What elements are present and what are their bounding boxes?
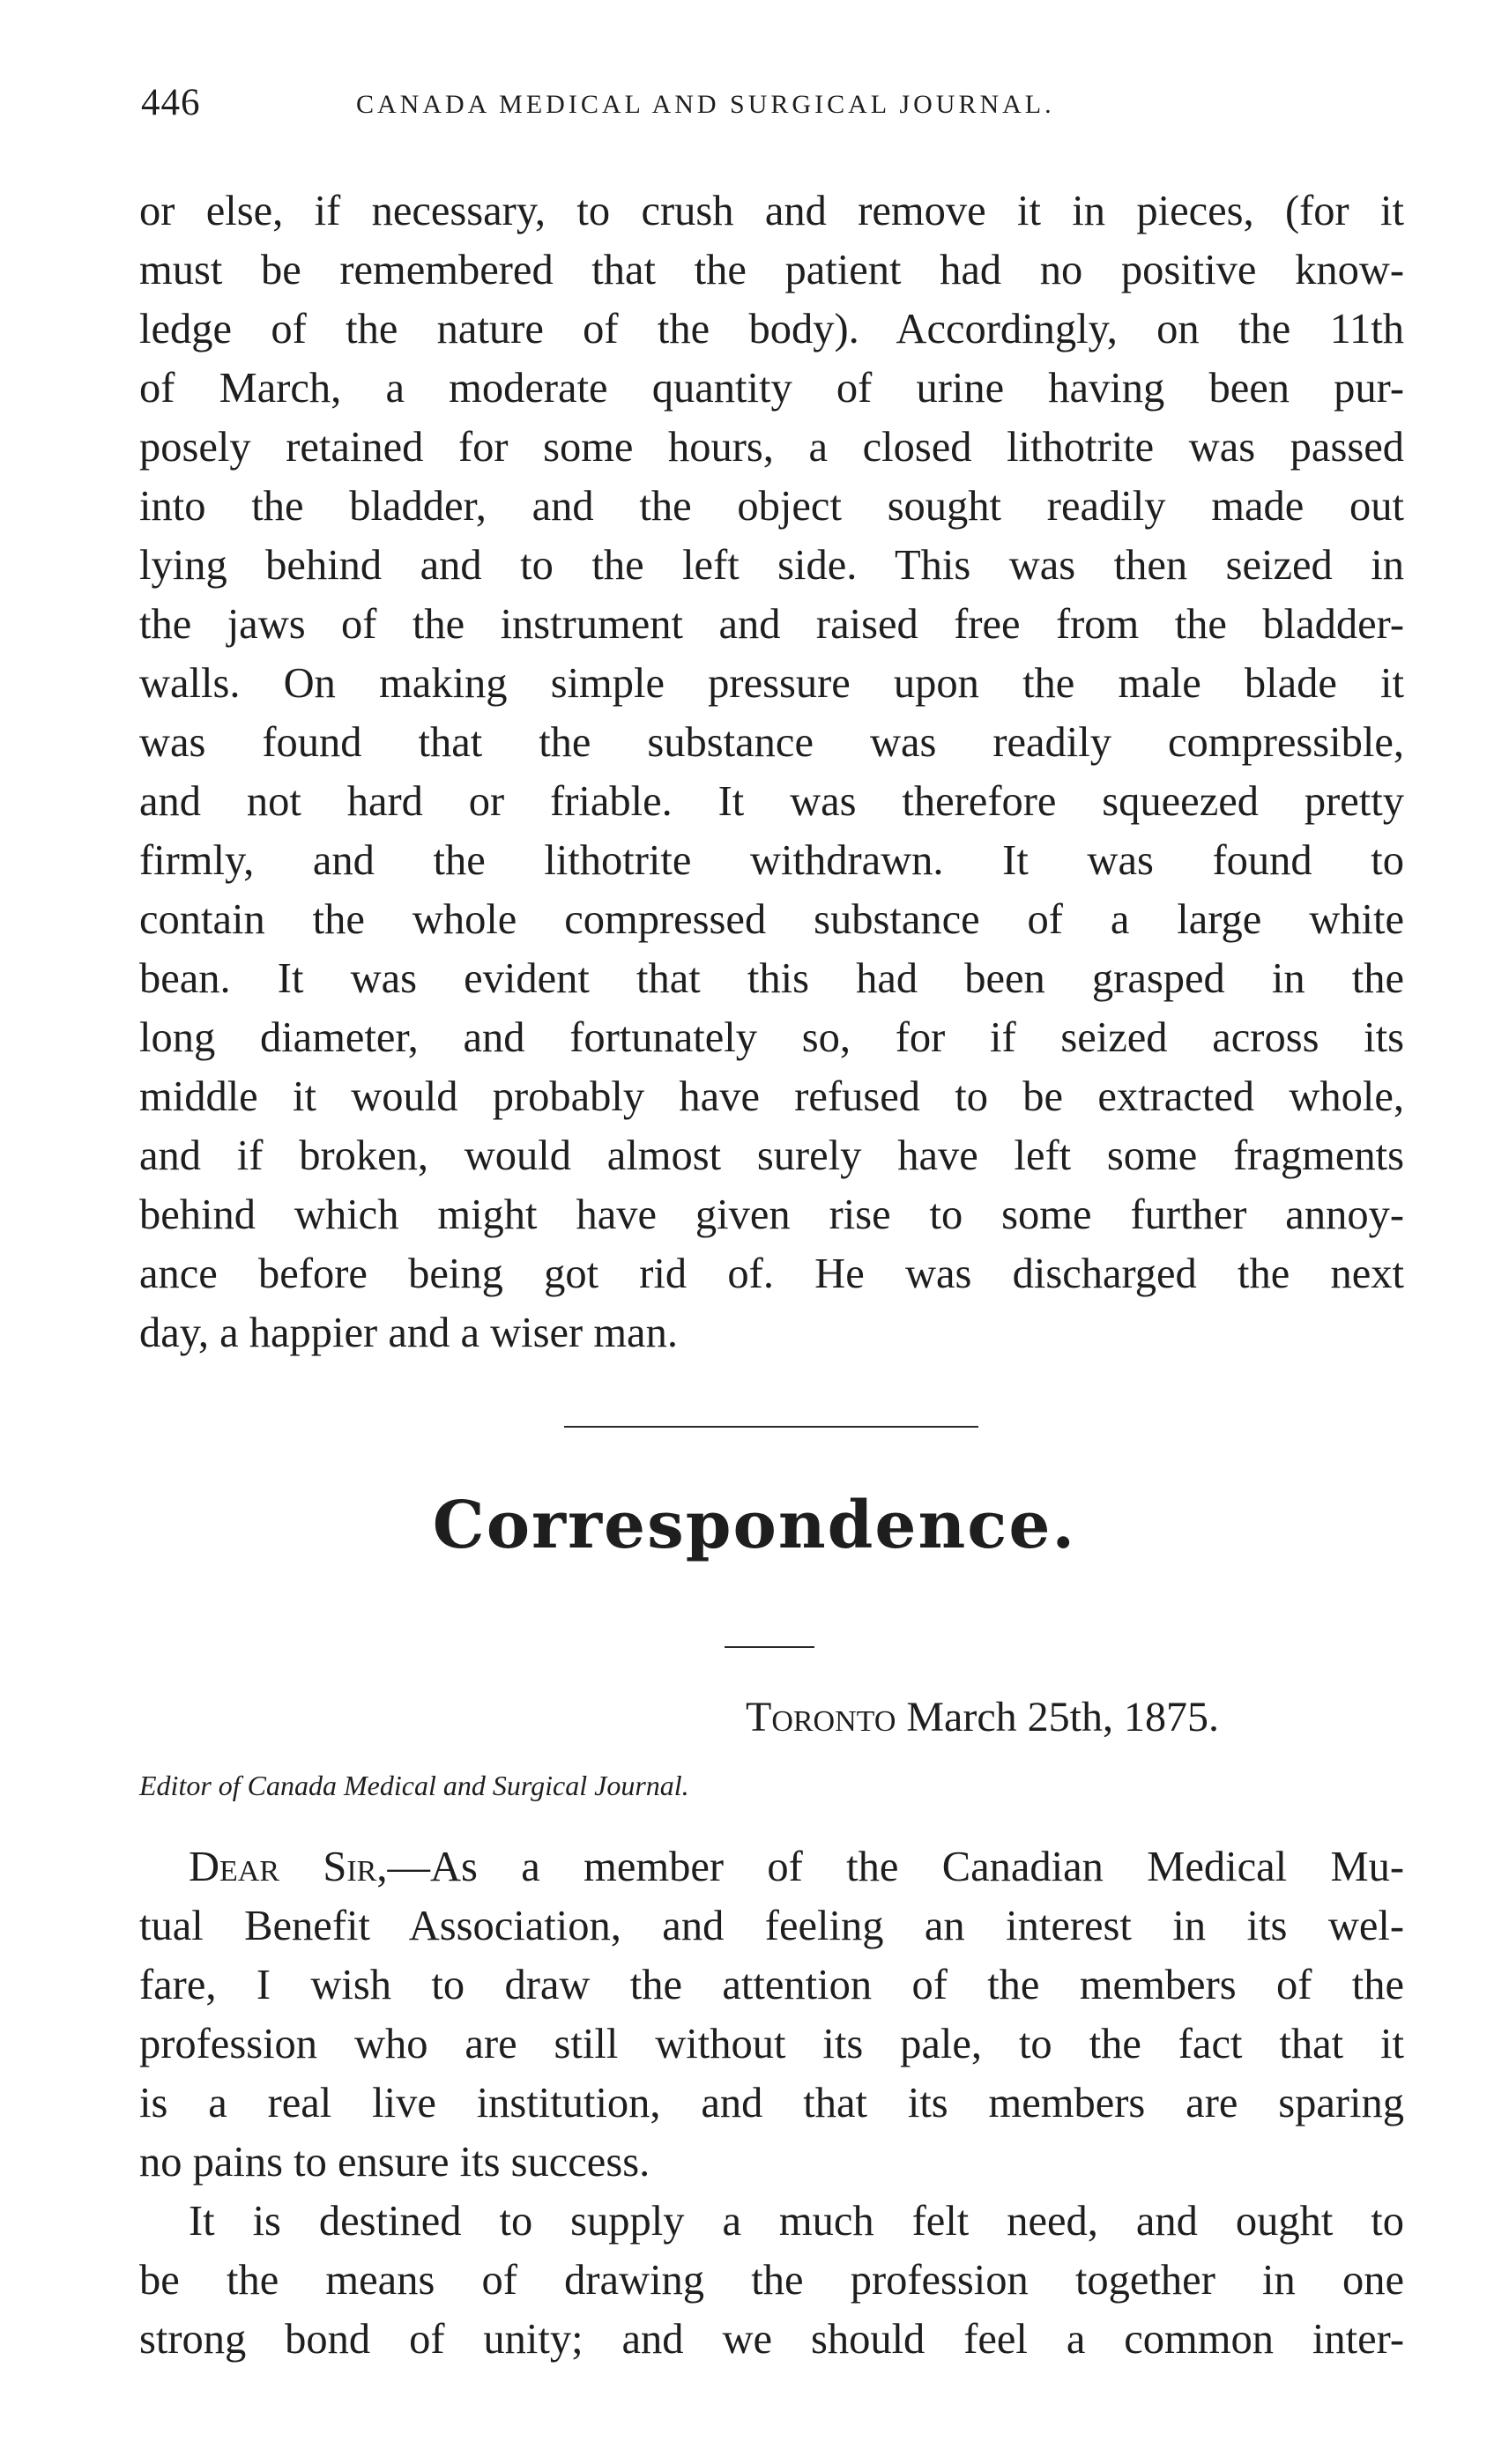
text-line: was found that the substance was readily compressible,	[139, 719, 1404, 766]
text-line: be the means of drawing the profession together in one	[139, 2257, 1404, 2304]
letter-paragraph-1	[139, 1837, 1404, 2192]
letter-salutation: Dear Sir,	[189, 1844, 388, 1890]
text-line: walls. On making simple pressure upon the male blade it	[139, 660, 1404, 707]
text-line: middle it would probably have refused to be extracted whole,	[139, 1073, 1404, 1120]
text-line: ledge of the nature of the body). Accordingly, on the 11th	[139, 306, 1404, 353]
text-line: and not hard or friable. It was therefore squeezed pretty	[139, 778, 1404, 825]
text-line: must be remembered that the patient had no positive know-	[139, 247, 1404, 293]
letter-paragraph-2	[139, 2192, 1404, 2369]
dateline-date: March 25th, 1875.	[896, 1694, 1219, 1740]
text-line	[139, 1837, 1404, 1896]
text-line: long diameter, and fortunately so, for if seized across its	[139, 1014, 1404, 1061]
text-line: no pains to ensure its success.	[139, 2139, 650, 2186]
text-line: lying behind and to the left side. This was then seized in	[139, 542, 1404, 589]
section-heading: Correspondence.	[432, 1488, 1077, 1563]
letter-addressee: Editor of Canada Medical and Surgical Journal.	[139, 1770, 689, 1801]
text-line: firmly, and the lithotrite withdrawn. It was found to	[139, 837, 1404, 884]
text-line: fare, I wish to draw the attention of the members of the	[139, 1962, 1404, 2008]
text-line: posely retained for some hours, a closed lithotrite was passed	[139, 424, 1404, 471]
text-line: profession who are still without its pale, to the fact that it	[139, 2021, 1404, 2067]
text-line: day, a happier and a wiser man.	[139, 1310, 678, 1356]
text-line: strong bond of unity; and we should feel a common inter-	[139, 2316, 1404, 2363]
text-line: the jaws of the instrument and raised free from the bladder-	[139, 601, 1404, 648]
section-divider	[564, 1426, 978, 1428]
text-line: is a real live institution, and that its members are sparing	[139, 2080, 1404, 2126]
letter-dateline	[746, 1693, 1219, 1741]
text-line: contain the whole compressed substance of a large white	[139, 896, 1404, 943]
text-line: of March, a moderate quantity of urine having been pur-	[139, 365, 1404, 412]
text-line-rest: —As a member of the Canadian Medical Mu-	[387, 1844, 1404, 1890]
text-line: ance before being got rid of. He was discharged the next	[139, 1251, 1404, 1297]
heading-underline	[725, 1646, 814, 1648]
text-line: or else, if necessary, to crush and remove it in pieces, (for it	[139, 188, 1404, 234]
dateline-city: Toronto	[746, 1694, 896, 1740]
text-line: bean. It was evident that this had been grasped in the	[139, 955, 1404, 1002]
page-number: 446	[141, 82, 201, 123]
text-line: into the bladder, and the object sought readily made out	[139, 483, 1404, 530]
journal-title: CANADA MEDICAL AND SURGICAL JOURNAL.	[356, 90, 1055, 119]
text-line: tual Benefit Association, and feeling an interest in its wel-	[139, 1903, 1404, 1949]
text-line: and if broken, would almost surely have left some fragments	[139, 1132, 1404, 1179]
text-line: behind which might have given rise to some further annoy-	[139, 1191, 1404, 1238]
running-head	[141, 81, 1419, 134]
text-line: It is destined to supply a much felt need, and ought to	[189, 2198, 1404, 2245]
continued-paragraph	[139, 182, 1404, 1362]
